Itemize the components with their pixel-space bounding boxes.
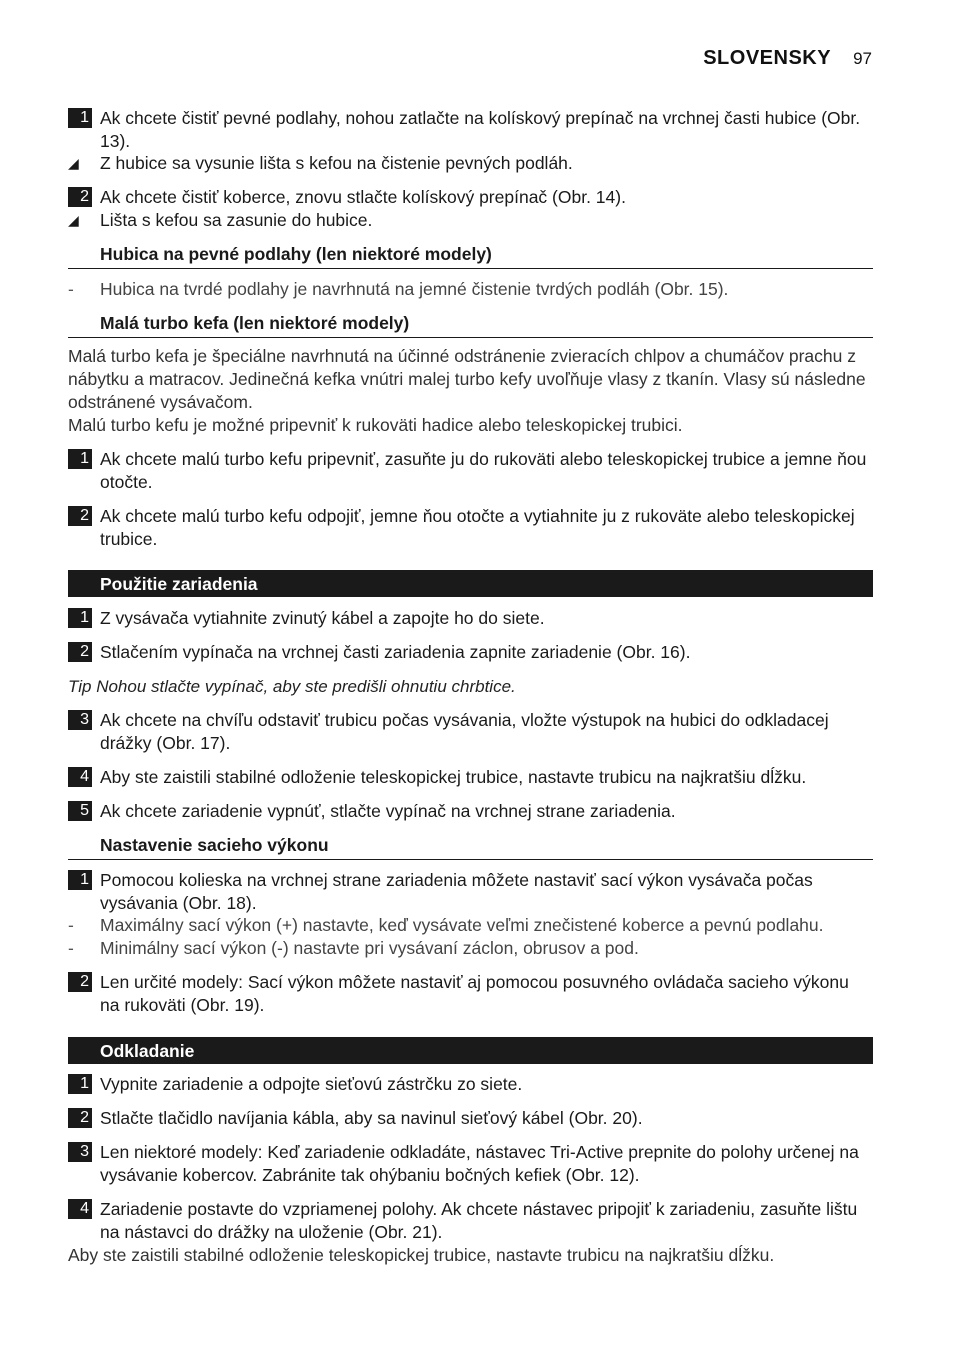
tip-text: Tip Nohou stlačte vypínač, aby ste predišli ohnutiu chrbtice. <box>68 677 516 696</box>
step-number-badge: 3 <box>68 1142 92 1162</box>
step-number-badge: 2 <box>68 1108 92 1128</box>
dash-bullet: - <box>68 938 74 958</box>
step-text: Ak chcete zariadenie vypnúť, stlačte vypínač na vrchnej strane zariadenia. <box>100 801 676 821</box>
dash-item <box>68 914 873 937</box>
page-number: 97 <box>853 49 872 68</box>
step-text: Ak chcete na chvíľu odstaviť trubicu počas vysávania, vložte výstupok na hubici do odkladacej drážky (Obr. 17). <box>100 710 829 753</box>
step-text: Ak chcete malú turbo kefu pripevniť, zasuňte ju do rukoväti alebo teleskopickej trubice a jemne ňou otočte. <box>100 449 867 492</box>
dash-item <box>68 937 873 960</box>
step-number-badge: 2 <box>68 972 92 992</box>
section-heading <box>68 833 873 860</box>
result-item <box>68 152 873 175</box>
step-number-badge: 1 <box>68 608 92 628</box>
section-heading-text: Malá turbo kefa (len niektoré modely) <box>100 313 410 333</box>
step-text: Aby ste zaistili stabilné odloženie teleskopickej trubice, nastavte trubicu na najkratšiu dĺžku. <box>100 767 807 787</box>
section-bar-text: Odkladanie <box>100 1041 195 1061</box>
step-number-badge: 1 <box>68 449 92 469</box>
section-bar-text: Použitie zariadenia <box>100 574 258 594</box>
step-item <box>68 971 873 1017</box>
language-label: SLOVENSKY <box>703 47 832 69</box>
step-number-badge: 1 <box>68 870 92 890</box>
step-text: Ak chcete čistiť koberce, znovu stlačte kolískový prepínač (Obr. 14). <box>100 187 626 207</box>
step-number-badge: 1 <box>68 108 92 128</box>
step-text: Z vysávača vytiahnite zvinutý kábel a zapojte ho do siete. <box>100 608 545 628</box>
step-text: Len niektoré modely: Keď zariadenie odkladáte, nástavec Tri-Active prepnite do polohy určenej na vysávanie kobercov. Zabránite tak ohýbaniu bočných kefiek (Obr. 12). <box>100 1142 859 1185</box>
step-text: Len určité modely: Sací výkon môžete nastaviť aj pomocou posuvného ovládača sacieho výkonu na rukoväti (Obr. 19). <box>100 972 849 1015</box>
page-header <box>703 47 872 70</box>
step-item <box>68 107 873 153</box>
step-number-badge: 4 <box>68 767 92 787</box>
paragraph: Malá turbo kefa je špeciálne navrhnutá na účinné odstránenie zvieracích chlpov a chumáčov prachu z nábytku a matracov. Jedinečná kefka vnútri malej turbo kefy uvoľňuje vlasy z tkanín. Vlasy sú následne odstránené vysávačom. <box>68 346 866 412</box>
dash-item <box>68 278 873 301</box>
footer-note: Aby ste zaistili stabilné odloženie teleskopickej trubice, nastavte trubicu na najkratšiu dĺžku. <box>68 1245 775 1265</box>
section-bar <box>68 570 873 597</box>
step-item <box>68 869 873 915</box>
result-text: Z hubice sa vysunie lišta s kefou na čistenie pevných podláh. <box>100 153 573 173</box>
result-item <box>68 209 873 232</box>
dash-text: Maximálny sací výkon (+) nastavte, keď vysávate veľmi znečistené koberce a pevnú podlahu. <box>100 915 824 935</box>
step-item <box>68 505 873 551</box>
step-number-badge: 3 <box>68 710 92 730</box>
step-number-badge: 4 <box>68 1199 92 1219</box>
step-number-badge: 2 <box>68 506 92 526</box>
dash-bullet: - <box>68 279 74 299</box>
paragraph: Malú turbo kefu je možné pripevniť k rukoväti hadice alebo teleskopickej trubici. <box>68 415 683 435</box>
step-number-badge: 2 <box>68 187 92 207</box>
step-text: Ak chcete čistiť pevné podlahy, nohou zatlačte na kolískový prepínač na vrchnej časti hubice (Obr. 13). <box>100 108 861 151</box>
step-item <box>68 1141 873 1187</box>
step-text: Ak chcete malú turbo kefu odpojiť, jemne ňou otočte a vytiahnite ju z rukoväte alebo teleskopickej trubice. <box>100 506 855 549</box>
step-item <box>68 448 873 494</box>
step-item <box>68 607 873 630</box>
step-text: Zariadenie postavte do vzpriamenej polohy. Ak chcete nástavec pripojiť k zariadeniu, zasuňte lištu na nástavci do drážky na uloženie (Obr. 21). <box>100 1199 858 1242</box>
step-item <box>68 186 873 209</box>
step-item <box>68 709 873 755</box>
step-item <box>68 1107 873 1130</box>
step-number-badge: 5 <box>68 801 92 821</box>
step-text: Stlačte tlačidlo navíjania kábla, aby sa navinul sieťový kábel (Obr. 20). <box>100 1108 643 1128</box>
section-heading <box>68 242 873 269</box>
step-text: Pomocou kolieska na vrchnej strane zariadenia môžete nastaviť sací výkon vysávača počas vysávania (Obr. 18). <box>100 870 813 913</box>
step-item <box>68 766 873 789</box>
dash-text: Hubica na tvrdé podlahy je navrhnutá na jemné čistenie tvrdých podláh (Obr. 15). <box>100 279 729 299</box>
section-heading-text: Hubica na pevné podlahy (len niektoré modely) <box>100 244 492 264</box>
step-number-badge: 2 <box>68 642 92 662</box>
step-text: Stlačením vypínača na vrchnej časti zariadenia zapnite zariadenie (Obr. 16). <box>100 642 691 662</box>
step-item <box>68 1073 873 1096</box>
step-text: Vypnite zariadenie a odpojte sieťovú zástrčku zo siete. <box>100 1074 523 1094</box>
step-number-badge: 1 <box>68 1074 92 1094</box>
section-heading-text: Nastavenie sacieho výkonu <box>100 835 329 855</box>
step-item <box>68 641 873 664</box>
section-bar <box>68 1037 873 1064</box>
result-text: Lišta s kefou sa zasunie do hubice. <box>100 210 373 230</box>
result-arrow-icon: ◢ <box>68 155 79 171</box>
step-item <box>68 1198 873 1244</box>
dash-bullet: - <box>68 915 74 935</box>
dash-text: Minimálny sací výkon (-) nastavte pri vysávaní záclon, obrusov a pod. <box>100 938 639 958</box>
step-item <box>68 800 873 823</box>
section-heading <box>68 311 873 338</box>
result-arrow-icon: ◢ <box>68 212 79 228</box>
